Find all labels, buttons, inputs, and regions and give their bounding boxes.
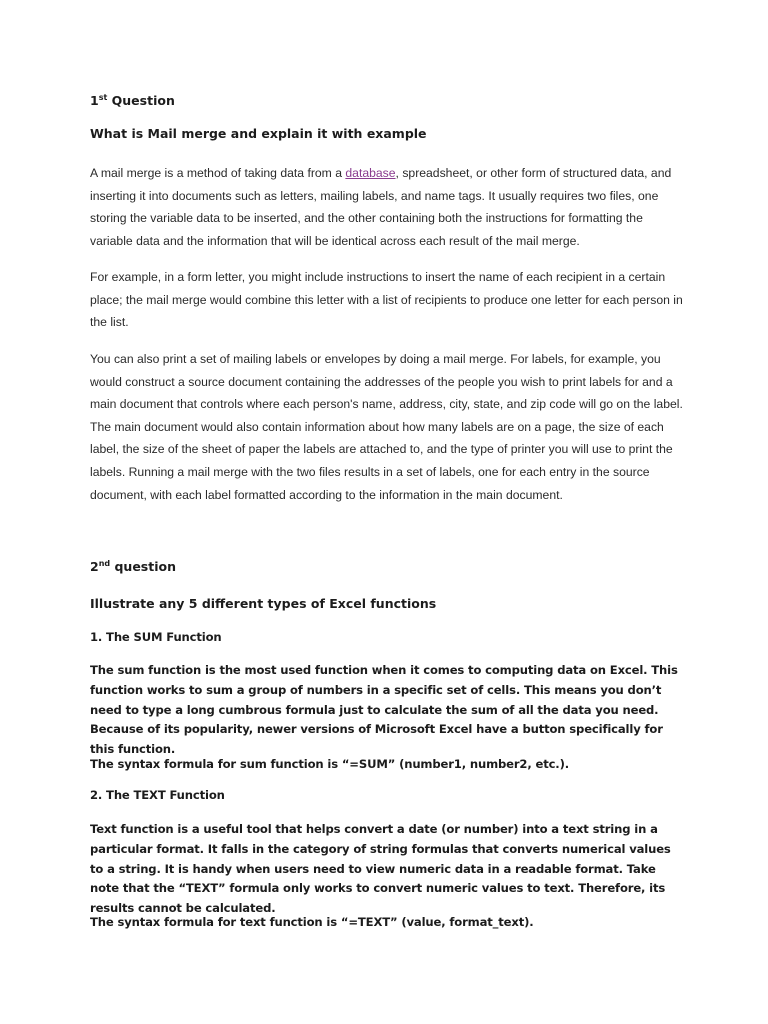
- question-1-word: Question: [111, 93, 175, 108]
- question-1-title: What is Mail merge and explain it with example: [90, 126, 427, 141]
- question-2-number: 2: [90, 559, 99, 574]
- question-2-heading: [90, 559, 684, 574]
- text-function-description: Text function is a useful tool that helps convert a date (or number) into a text string in a particular format. It falls in the category of string formulas that converts numerical values to a string. It is handy when users need to view numeric data in a readable format. Take note that the “TEXT” formula only works to convert numeric values to text. Therefore, its results cannot be calculated.: [90, 822, 671, 916]
- sum-function-syntax: The syntax formula for sum function is “=SUM” (number1, number2, etc.).: [90, 757, 569, 771]
- question-1-heading: [90, 93, 684, 108]
- sum-function-heading: 1. The SUM Function: [90, 630, 222, 644]
- text-function-syntax: The syntax formula for text function is “=TEXT” (value, format_text).: [90, 915, 534, 929]
- question-2-ordinal-suffix: nd: [98, 559, 111, 568]
- question-1-ordinal-suffix: st: [98, 93, 108, 102]
- database-link[interactable]: database: [345, 166, 396, 180]
- paragraph-text: A mail merge is a method of taking data from a: [90, 166, 346, 180]
- question-2-title: Illustrate any 5 different types of Excel functions: [90, 596, 437, 611]
- mail-merge-example-paragraph: For example, in a form letter, you might include instructions to insert the name of each recipient in a certain place; the mail merge would combine this letter with a list of recipients to produce one letter for each person in the list.: [90, 270, 683, 330]
- paragraph-text: , spreadsheet, or other form of structured data, and inserting it into documents such as letters, mailing labels, and name tags. It usually requires two files, one storing the variable data to be inserted, and the other containing both the instructions for formatting the variable data and the information that will be identical across each result of the mail merge.: [90, 166, 672, 248]
- sum-function-description: The sum function is the most used function when it comes to computing data on Excel. This function works to sum a group of numbers in a specific set of cells. This means you don’t need to type a long cumbrous formula just to calculate the sum of all the data you need. Because of its popularity, newer versions of Microsoft Excel have a button specifically for this function.: [90, 663, 678, 757]
- question-2-word: question: [114, 559, 176, 574]
- text-function-heading: 2. The TEXT Function: [90, 788, 225, 802]
- mailing-labels-paragraph: You can also print a set of mailing labels or envelopes by doing a mail merge. For labels, for example, you would construct a source document containing the addresses of the people you wish to print labels for and a main document that controls where each person's name, address, city, state, and zip code will go on the label. The main document would also contain information about how many labels are on a page, the size of each label, the size of the sheet of paper the labels are attached to, and the type of printer you will use to print the labels. Running a mail merge with the two files results in a set of labels, one for each entry in the source document, with each label formatted according to the information in the main document.: [90, 352, 683, 502]
- mail-merge-definition-paragraph: [90, 162, 684, 252]
- question-1-number: 1: [90, 93, 99, 108]
